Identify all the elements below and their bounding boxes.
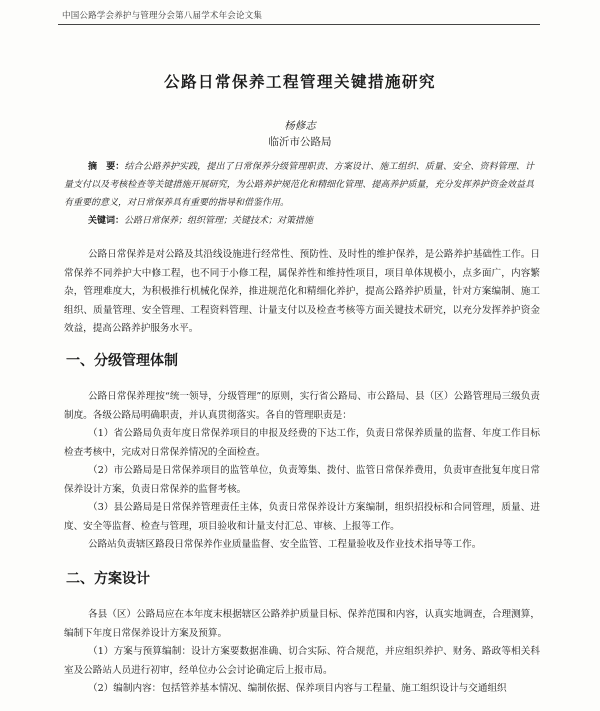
running-head: 中国公路学会养护与管理分会第八届学术年会论文集 bbox=[62, 11, 263, 21]
abstract-label: 摘 要： bbox=[88, 162, 125, 172]
section-2-paragraph-3: （2）编制内容：包括管养基本情况、编制依据、保养项目内容与工程量、施工组织设计与交通组织 bbox=[88, 683, 507, 694]
header-rule bbox=[58, 24, 540, 25]
abstract bbox=[64, 158, 534, 212]
keywords-label: 关键词： bbox=[88, 216, 125, 226]
affiliation: 临沂市公路局 bbox=[268, 136, 332, 148]
section-1-heading: 一、分级管理体制 bbox=[66, 353, 178, 369]
section-1-paragraph-4: （3）县公路局是日常保养管理责任主体，负责日常保养设计方案编制，组织招投标和合同管理，质量、进度、安全等监督、检查与管理，项目验收和计量支付汇总、审核、上报等工作。 bbox=[64, 502, 540, 532]
abstract-text: 结合公路养护实践，提出了日常保养分级管理职责、方案设计、施工组织、质量、安全、资料管理、计量支付以及考核检查等关键措施开展研究，为公路养护规范化和精细化管理、提高养护质量，充分发挥养护资金效益具有重要的意义，对日常保养具有重要的指导和借鉴作用。 bbox=[64, 162, 534, 208]
section-1-paragraph-3: （2）市公路局是日常保养项目的监管单位，负责筹集、拨付、监管日常保养费用，负责审查批复年度日常保养设计方案，负责日常保养的监督考核。 bbox=[64, 465, 540, 495]
section-2-paragraph-1: 各县（区）公路局应在本年度末根据辖区公路养护质量目标、保养范围和内容，认真实地调查，合理测算，编制下年度日常保养设计方案及预算。 bbox=[64, 609, 540, 639]
keywords-text: 公路日常保养；组织管理；关键技术；对策措施 bbox=[124, 216, 314, 226]
keywords bbox=[88, 212, 534, 230]
intro-paragraph: 公路日常保养是对公路及其沿线设施进行经常性、预防性、及时性的维护保养，是公路养护基础性工作。日常保养不同养护大中修工程，也不同于小修工程，属保养性和维持性项目，项目单体规模小，点多面广，内容繁杂，管理难度大，为积极推行机械化保养，推进规范化和精细化养护，提高公路养护质量，针对方案编制、施工组织、质量管理、安全管理、工程资料管理、计量支付以及检查考核等方面关键技术研究，以充分发挥养护资金效益，提高公路养护服务水平。 bbox=[64, 249, 540, 334]
section-2-paragraph-2: （1）方案与预算编制：设计方案要数据准确、切合实际、符合规范，并应组织养护、财务、路政等相关科室及公路站人员进行初审，经单位办公会讨论确定后上报市局。 bbox=[64, 646, 540, 676]
section-1-paragraph-1: 公路日常保养理按“统一领导，分级管理”的原则，实行省公路局、市公路局、县（区）公路管理局三级负责制度。各级公路局明确职责，并认真贯彻落实。各自的管理职责是： bbox=[64, 391, 540, 421]
section-1-paragraph-2: （1）省公路局负责年度日常保养项目的申报及经费的下达工作，负责日常保养质量的监督、年度工作目标检查考核中，完成对日常保养情况的全面检查。 bbox=[64, 428, 540, 458]
section-1-paragraph-5: 公路站负责辖区路段日常保养作业质量监督、安全监管、工程量验收及作业技术指导等工作。 bbox=[88, 539, 482, 550]
section-2-heading: 二、方案设计 bbox=[66, 571, 150, 587]
author: 杨修志 bbox=[284, 120, 316, 132]
paper-title: 公路日常保养工程管理关键措施研究 bbox=[163, 73, 436, 91]
